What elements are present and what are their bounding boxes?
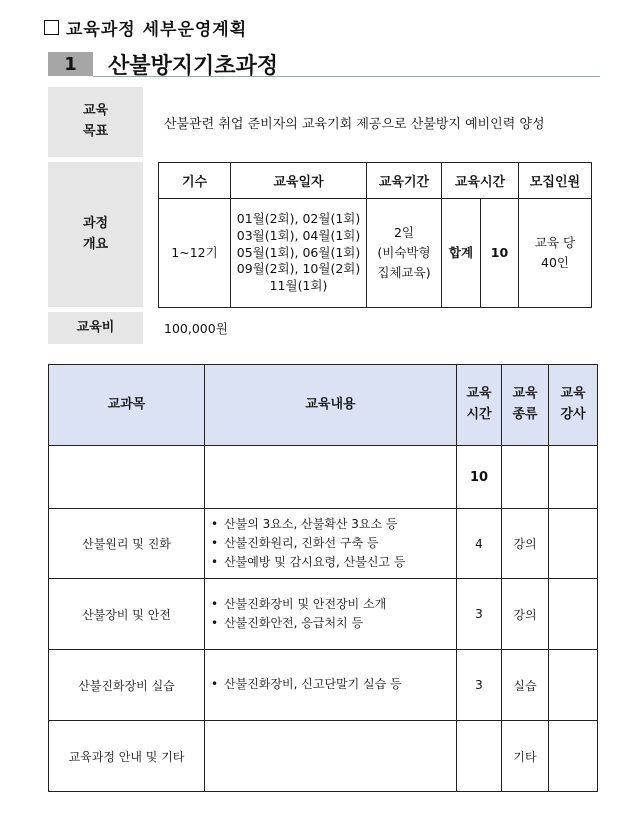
capacity-line: 40인 [541,255,569,270]
date-line: 03월(1회), 04월(1회) [236,227,361,243]
overview-data-row [159,199,592,308]
checkbox-square-icon [44,20,59,35]
overview-table [158,162,592,308]
curriculum-table [48,364,598,792]
date-line: 01월(2회), 02월(1회) [236,210,361,226]
period-line: 집체교육) [377,265,431,280]
total-subject-cell [49,446,205,509]
total-type-cell [502,446,549,509]
instructor-cell [549,650,598,721]
curriculum-header-row [49,365,598,446]
overview-label-line1: 과정 [82,215,109,231]
hours-cell: 3 [457,579,502,650]
content-cell [205,579,457,650]
subject-cell: 산불원리 및 진화 [49,509,205,579]
header-capacity: 모집인원 [519,163,592,199]
content-item: • 산불진화장비 및 안전장비 소개 [211,595,456,614]
date-line: 11월(1회) [269,278,328,294]
content-cell [205,721,457,792]
document-title [44,15,247,40]
header-hours [457,365,502,446]
document-title-text: 교육과정 세부운영계획 [66,20,248,40]
table-row [49,579,598,650]
content-item: • 산불진화안전, 응급처치 등 [211,614,456,633]
hours-total-label: 합계 [442,199,481,308]
fee-value: 100,000원 [164,321,228,336]
period-line: (비숙박형 [377,245,431,260]
content-item: • 산불예방 및 감시요령, 산불신고 등 [211,553,456,572]
fee-label: 교육비 [48,312,143,344]
table-row [49,721,598,792]
content-item: • 산불의 3요소, 산불확산 3요소 등 [211,515,456,534]
total-row [49,446,598,509]
header-type-line2: 종류 [512,407,538,422]
goal-text: 산불관련 취업 준비자의 교육기회 제공으로 산불방지 예비인력 양성 [164,116,545,132]
goal-label-line2: 목표 [82,124,109,139]
type-cell: 실습 [502,650,549,721]
round-cell: 1~12기 [159,199,231,308]
hours-cell: 3 [457,650,502,721]
header-period: 교육기간 [367,163,442,199]
total-instructor-cell [549,446,598,509]
header-instructor-line2: 강사 [560,407,586,422]
goal-label-line1: 교육 [82,103,109,119]
subject-cell: 교육과정 안내 및 기타 [49,721,205,792]
type-cell: 강의 [502,509,549,579]
capacity-line: 교육 당 [534,235,576,250]
capacity-cell [519,199,592,308]
header-dates: 교육일자 [231,163,367,199]
table-row [49,509,598,579]
hours-cell: 4 [457,509,502,579]
content-cell [205,650,457,721]
header-subject: 교과목 [49,365,205,446]
hours-total-value: 10 [481,199,519,308]
total-content-cell [205,446,457,509]
overview-header-row [159,163,592,199]
total-hours-cell: 10 [457,446,502,509]
section-title: 산불방지기초과정 [108,54,279,79]
type-cell: 강의 [502,579,549,650]
period-line: 2일 [393,225,415,240]
instructor-cell [549,721,598,792]
subject-cell: 산불장비 및 안전 [49,579,205,650]
date-line: 05월(1회), 06월(1회) [236,244,361,260]
header-content: 교육내용 [205,365,457,446]
dates-cell [231,199,367,308]
hours-cell [457,721,502,792]
header-instructor-line1: 교육 [560,386,586,402]
subject-cell: 산불진화장비 실습 [49,650,205,721]
table-row [49,650,598,721]
goal-label [48,87,143,157]
header-type [502,365,549,446]
date-line: 09월(2회), 10월(2회) [236,261,361,277]
header-round: 기수 [159,163,231,199]
header-hours-line2: 시간 [466,407,492,422]
section-number: 1 [48,52,93,76]
content-item: • 산불진화장비, 신고단말기 실습 등 [211,675,456,694]
header-hours: 교육시간 [442,163,519,199]
instructor-cell [549,579,598,650]
period-cell [367,199,442,308]
instructor-cell [549,509,598,579]
header-instructor [549,365,598,446]
header-hours-line1: 교육 [466,386,492,402]
section-header [48,50,600,78]
content-cell [205,509,457,579]
header-type-line1: 교육 [512,386,538,402]
type-cell: 기타 [502,721,549,792]
content-item: • 산불진화원리, 진화선 구축 등 [211,534,456,553]
overview-label [48,162,143,307]
overview-label-line2: 개요 [82,236,109,252]
